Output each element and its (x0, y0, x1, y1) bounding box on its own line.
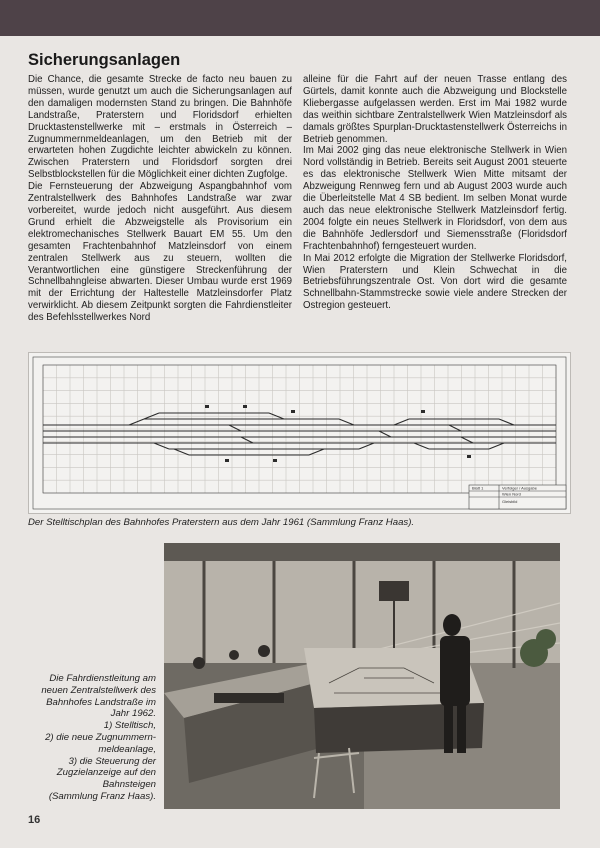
track-diagram-figure (28, 352, 571, 514)
paragraph: alleine für die Fahrt auf der neuen Trasse entlang des Gürtels, damit konnte auch die Abzweigung und Blockstelle Kliebergasse aufgelassen werden. Erst im Mai 1982 wurde das weithin sichtbare Zentralstellwerk Wien Matzleinsdorf als damals größtes Spurplan-Drucktastenstellwerk Österreichs in Betrieb genommen. (303, 74, 567, 145)
title-block-header: Verfolger / Ausgabe (502, 485, 537, 491)
title-block-station: Wien Nord (502, 491, 521, 497)
caption-line: (Sammlung Franz Haas). (48, 790, 156, 802)
text-column-left (28, 74, 292, 324)
text-column-right (303, 74, 567, 312)
caption-line: 2) die neue Zugnummern- (45, 731, 156, 743)
caption-line: neuen Zentralstellwerk des (41, 684, 156, 696)
track-diagram (29, 353, 570, 513)
title-block-sheet: Blatt 1 (472, 485, 484, 491)
caption-line: Bahnsteigen (102, 779, 156, 791)
paragraph: In Mai 2012 erfolgte die Migration der Stellwerke Floridsdorf, Wien Praterstern und Klein Schwechat in die Betriebsführungszentrale Ost. Von dort wird die gesamte Schnellbahn-Stammstrecke sowie viele andere Strecken der Ostregion gesteuert. (303, 252, 567, 312)
caption-line: 1) Stelltisch, (103, 720, 156, 732)
control-room-photo (164, 543, 560, 809)
section-title: Sicherungsanlagen (28, 51, 181, 69)
figure-caption-photo (28, 673, 156, 803)
paragraph: Im Mai 2002 ging das neue elektronische Stellwerk in Wien Nord vollständig in Betrieb. Bereits seit August 2001 steuerte es das elektronische Stellwerk Wien Mitte mitsamt der Abzweigung Rennweg fern und ab August 2003 wurde auch die Überleitstelle Mat 4 SB bedient. Im selben Monat wurde auch das neue elektronische Stellwerk Matzleinsdorf fertig. 2004 folgte ein neues Stellwerk in Floridsdorf, von dem aus die Bahnhöfe Jedlersdorf und Siemensstraße (Floridsdorf Frachtenbahnhof) ferngesteuert wurden. (303, 145, 567, 252)
caption-line: meldeanlage, (98, 743, 156, 755)
title-block-type: Gleisbild (502, 499, 518, 504)
paragraph: Die Fernsteuerung der Abzweigung Aspangbahnhof vom Zentralstellwerk des Bahnhofes Landstraße war zwar vorbereitet, wurde jedoch nicht ausgeführt. Aus diesem Grund erhielt die Abzweigstelle als Provisorium ein elektromechanisches Stellwerk Bauart EM 55. Um den gesamten Frachtenbahnhof Matzleinsdorf von einem zentralen Stellwerk aus zu steuern, wollten die Verantwortlichen eine günstigere Streckenführung der Schnellbahngleise abwarten. Dieser Umbau wurde erst 1969 mit der Errichtung der Haltestelle Matzleinsdorfer Platz verwirklicht. Ab diesem Zeitpunkt sorgten die Fahrdienstleiter des Befehlsstellwerkes Nord (28, 181, 292, 324)
caption-line: Die Fahrdienstleitung am (49, 673, 156, 684)
caption-line: Bahnhofes Landstraße im (46, 696, 156, 708)
page-number: 16 (28, 814, 41, 826)
paragraph: Die Chance, die gesamte Strecke de facto neu bauen zu müssen, wurde genutzt um auch die Sicherungsanlagen auf den damaligen modernsten Stand zu bringen. Die Bahnhöfe Landstraße, Praterstern und Floridsdorf erhielten Drucktastenstellwerke mit – erstmals in Österreich – Zugnummernmeldeanlagen, um den Betrieb mit der erwarteten hohen Zugdichte leichter abwickeln zu können. Zwischen Praterstern und Floridsdorf sorgten drei Selbstblockstellen für die Möglichkeit einer dichten Zugfolge. (28, 74, 292, 181)
figure-caption-track-diagram: Der Stelltischplan des Bahnhofes Praterstern aus dem Jahr 1961 (Sammlung Franz Haas). (28, 517, 415, 528)
top-bar (0, 0, 600, 36)
caption-line: 3) die Steuerung der (68, 755, 156, 767)
caption-line: Jahr 1962. (110, 708, 156, 720)
caption-line: Zugzielanzeige auf den (56, 767, 156, 779)
photo-illustration (164, 543, 560, 809)
